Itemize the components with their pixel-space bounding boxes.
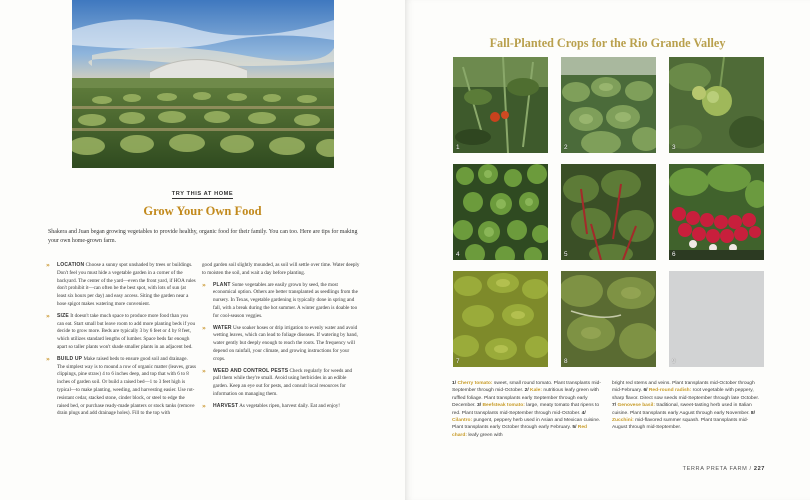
caption-crop-name: Beefsteak tomato: bbox=[482, 403, 525, 409]
photo-number: 3 bbox=[672, 144, 676, 151]
page-number: 227 bbox=[753, 466, 765, 472]
caption-text: pungent, peppery herb used in Asian and Mexican cuisine. Plant transplants early October through early February. bbox=[452, 418, 601, 431]
tip-plant bbox=[202, 282, 360, 321]
caption-number: 1/ bbox=[452, 381, 457, 386]
photo-number: 6 bbox=[672, 251, 676, 258]
caption-text: mid-flavored summer squash. Plant transplants mid-August through mid-September. bbox=[612, 418, 749, 431]
photo-number: 8 bbox=[564, 358, 568, 365]
tip-label: WEED AND CONTROL PESTS bbox=[213, 367, 289, 374]
caption-crop-name: Red chard: bbox=[452, 425, 588, 438]
caption-text: bright red stems and veins. Plant transplants mid-October through mid-February. bbox=[612, 381, 755, 394]
caption-number: 8/ bbox=[750, 410, 756, 416]
crop-photo-grid bbox=[453, 57, 764, 366]
chevron-bullet-icon: » bbox=[46, 355, 50, 363]
tip-water bbox=[202, 325, 360, 364]
caption-text: sweet, small round tomato. Plant transplants mid-September through mid-October. bbox=[452, 381, 601, 394]
page-footer bbox=[683, 466, 765, 472]
tip-weed-and-control-pests bbox=[202, 368, 360, 399]
caption-crop-name: Zucchini: bbox=[612, 418, 634, 424]
caption-crop-name: Kale: bbox=[530, 388, 543, 394]
captions-column-1 bbox=[452, 380, 602, 439]
tip-text: Make raised beds to ensure good soil and drainage. The simplest way is to mound a row of organic matter (leaves, grass clippings, pine straw) 4 to 6 inches deep, and top that with 6 to 8 inches of garden soil. Or build a raised bed—1 to 3 feet high is typical—to make planting, weeding, and harvesting easier. Use rot-resistant cedar, stacked stone, cinder block, or steel to edge the raised bed, or purchase ready-made planters or stock tanks (remove drain plugs and add drainage holes). Fill to the top with bbox=[57, 355, 196, 417]
tip-label: HARVEST bbox=[213, 402, 239, 409]
tip-text: Choose a sunny spot unshaded by trees or buildings. Don't feel you must hide a vegetable garden in a corner of the backyard. The center of the yard—even the front yard, if HOA rules don't prohibit it—can often be the best spot, with lots of sun (at least six hours per day) and easy access. Siting the garden near a hose spigot makes watering more convenient. bbox=[57, 262, 196, 307]
photo-number: 1 bbox=[456, 144, 460, 151]
caption-text: leafy green with bbox=[468, 432, 503, 438]
tip-label: BUILD UP bbox=[57, 355, 83, 362]
tips-column-2 bbox=[202, 262, 360, 415]
caption-number: 5/ bbox=[572, 425, 577, 431]
crop-photo-beefsteak-tomato bbox=[669, 57, 764, 153]
caption-number: 3/ bbox=[477, 403, 482, 409]
crop-photo-cherry-tomato bbox=[453, 57, 548, 153]
tip-text: As vegetables ripen, harvest daily. Eat and enjoy! bbox=[239, 402, 341, 409]
crop-photo-red-chard bbox=[561, 164, 656, 260]
tip-label: WATER bbox=[213, 324, 232, 331]
caption-crop-name: Genovese basil: bbox=[617, 403, 655, 409]
tip-text: Some vegetables are easily grown by seed, the most economical option. Others are better transplanted as seedlings from the nursery. In Texas, vegetable gardening is typically done in spring and fall, with a break during the hot summer. A winter garden is doable too for cool-season veggies. bbox=[213, 281, 358, 319]
tip-size bbox=[46, 313, 196, 352]
footer-publisher: TERRA PRETA FARM bbox=[682, 466, 748, 472]
caption-number: 6/ bbox=[643, 388, 648, 394]
caption-crop-name: Cilantro: bbox=[452, 418, 473, 424]
tip-continuation-text: good garden soil slightly mounded, as soil will settle over time. Water deeply to moisten the soil, and wait a day before planting. bbox=[202, 262, 360, 276]
tips-column-1 bbox=[46, 262, 196, 422]
caption-number: 7/ bbox=[612, 403, 617, 409]
chevron-bullet-icon: » bbox=[202, 367, 206, 375]
chevron-bullet-icon: » bbox=[46, 312, 50, 320]
crop-photo-radish bbox=[669, 164, 764, 260]
tip-label: PLANT bbox=[213, 281, 231, 288]
photo-number: 4 bbox=[456, 251, 460, 258]
caption-crop-name: Red-round radish: bbox=[648, 388, 692, 394]
greenhouse-garden-photo bbox=[72, 0, 334, 168]
tip-harvest bbox=[202, 403, 360, 411]
chevron-bullet-icon: » bbox=[202, 402, 206, 410]
photo-number: 5 bbox=[564, 251, 568, 258]
tip-label: SIZE bbox=[57, 312, 69, 319]
photo-number: 9 bbox=[672, 358, 676, 365]
caption-number: 2/ bbox=[524, 388, 529, 394]
crop-photo-kale bbox=[561, 57, 656, 153]
tip-text: Use soaker hoses or drip irrigation to evenly water and avoid wetting leaves, which can lead to foliage diseases. If watering by hand, water gently but deeply enough to reach the roots. The frequency will depend on rainfall, your climate, and growing instructions for your crops. bbox=[213, 324, 358, 362]
tip-text: It doesn't take much space to produce more food than you can eat. Start small but leave room to add more planting beds if you decide to grow more. Beds are typically 3 by 6 feet or 4 by 8 feet, which utilizes standard lengths of lumber. Space beds far enough apart so taller plants won't shade smaller plants in an adjacent bed. bbox=[57, 312, 196, 350]
crop-photo-placeholder bbox=[669, 271, 764, 367]
section-kicker: TRY THIS AT HOME bbox=[171, 191, 234, 197]
photo-number: 7 bbox=[456, 358, 460, 365]
chevron-bullet-icon: » bbox=[202, 281, 206, 289]
chevron-bullet-icon: » bbox=[202, 324, 206, 332]
right-page bbox=[405, 0, 810, 500]
caption-basil bbox=[612, 403, 752, 415]
article-headline: Grow Your Own Food bbox=[143, 204, 262, 218]
caption-crop-name: Cherry tomato: bbox=[457, 381, 493, 386]
chevron-bullet-icon: » bbox=[46, 262, 50, 269]
caption-text: root vegetable with peppery, sharp flavor. Direct sow seeds mid-September through late October. bbox=[612, 388, 760, 401]
tip-label: LOCATION bbox=[57, 262, 85, 268]
crop-photo-cilantro bbox=[453, 164, 548, 260]
caption-text: nutritious leafy green with ruffled foliage. Plant transplants early September through early December. bbox=[452, 388, 599, 409]
crop-photo-zucchini bbox=[561, 271, 656, 367]
intro-paragraph: Shakera and Juan began growing vegetables to provide healthy, organic food for their family. You can too. Here are tips for making your own home-grown farm. bbox=[48, 229, 358, 244]
crop-photo-basil bbox=[453, 271, 548, 367]
tip-location bbox=[46, 262, 196, 309]
caption-text: traditional, sweet-tasting herb used in Italian cuisine. Plant transplants early August through early November. bbox=[612, 403, 752, 416]
captions-column-2 bbox=[612, 380, 762, 432]
footer-separator: / bbox=[749, 466, 752, 472]
caption-text: large, meaty tomato that ripens to red. Plant transplants mid-September through mid-October. bbox=[452, 403, 600, 416]
photo-number: 2 bbox=[564, 144, 568, 151]
caption-number: 4/ bbox=[581, 410, 586, 416]
crops-section-title: Fall-Planted Crops for the Rio Grande Valley bbox=[489, 36, 726, 50]
tip-build-up bbox=[46, 356, 196, 418]
tip-text: Check regularly for weeds and pull them while they're small. Avoid using herbicides in an edible garden. Keep an eye out for pests, and consult local resources for information on managing them. bbox=[213, 367, 353, 397]
